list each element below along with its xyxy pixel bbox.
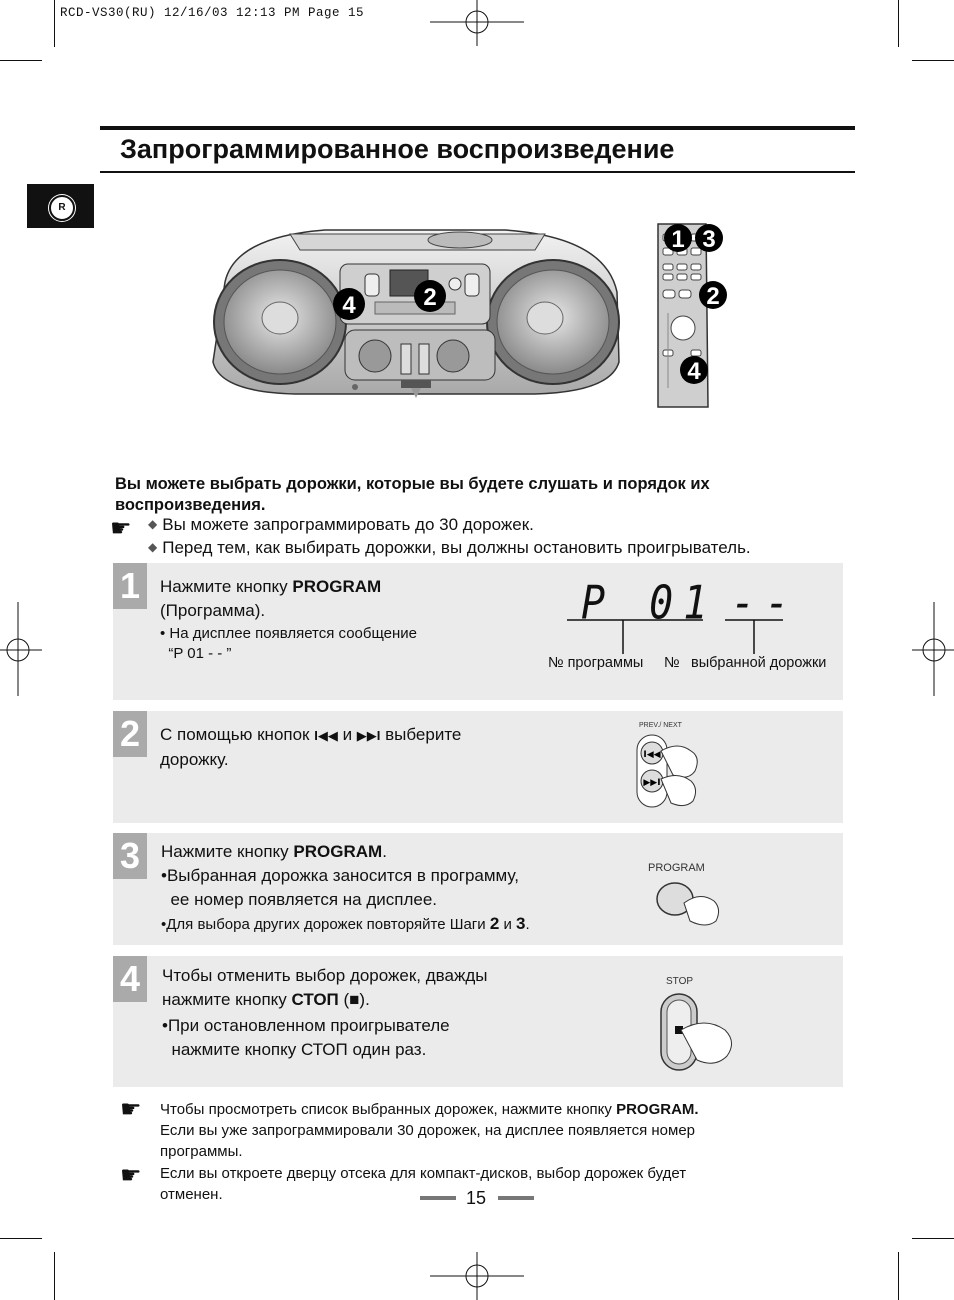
page-title: Запрограммированное воспроизведение [120,134,675,164]
step-number: 3 [113,833,147,879]
svg-text:1: 1 [671,226,685,253]
step-number: 1 [113,563,147,609]
caption-number-sign: № [664,655,680,671]
step-1-text: Нажмите кнопку PROGRAM (Программа). [160,577,382,620]
step-4-bullet: •При остановленном проигрывателе нажмите кнопку СТОП один раз. [162,1016,450,1059]
diamond-bullet-icon: ◆ [148,517,158,531]
prev-track-icon: I◀◀ [314,728,338,743]
pointing-hand-icon: ☛ [110,515,132,542]
step-number: 4 [113,956,147,1002]
prev-next-buttons-illustration [633,731,723,813]
caption-selected-track: выбранной дорожки [691,655,827,671]
remote-control-illustration [650,218,735,411]
callout-2 [414,280,446,312]
language-tab [27,184,94,228]
step-1-sub: • На дисплее появляется сообщение “P 01 - - ” [160,625,418,662]
svg-text:2: 2 [706,283,720,310]
step-1-panel [113,563,843,700]
step-4-panel [113,956,843,1087]
page-number-bar-right [498,1196,534,1200]
footnote-1: Чтобы просмотреть список выбранных дорожек, нажмите кнопку PROGRAM. Если вы уже запрограммировали 30 дорожек, на дисплее появляется номер программы. [160,1101,699,1160]
svg-text:4: 4 [342,292,356,319]
note-2: ◆ Перед тем, как выбирать дорожки, вы должны остановить проигрыватель. [148,538,751,557]
title-rule-bottom [100,171,855,173]
program-button-illustration [648,873,728,931]
page-number: 15 [466,1188,487,1208]
svg-text:3: 3 [702,226,716,253]
program-button-label: PROGRAM [648,862,705,874]
step-4-text: Чтобы отменить выбор дорожек, дважды нажмите кнопку СТОП (■). [162,966,488,1009]
footnote-2: Если вы откроете дверцу отсека для компакт-дисков, выбор дорожек будет отменен. [160,1165,687,1203]
svg-text:I◀◀: I◀◀ [643,750,661,760]
svg-text:▶▶I: ▶▶I [643,778,661,788]
title-rule-top [100,126,855,130]
print-header: RCD-VS30(RU) 12/16/03 12:13 PM Page 15 [60,6,365,20]
step-3-text: Нажмите кнопку PROGRAM. [161,842,387,861]
page-number-bar-left [420,1196,456,1200]
svg-text:2: 2 [423,284,437,311]
intro-heading: Вы можете выбрать дорожки, которые вы будете слушать и порядок их воспроизведения. [115,475,710,514]
lcd-program-number: P 01 [581,577,718,630]
diamond-bullet-icon: ◆ [148,540,158,554]
next-track-icon: ▶▶I [356,728,381,743]
step-3-bullet-2: •Для выбора других дорожек повторяйте Шаги 2 и 3. [161,914,530,933]
step-3-bullet-1: •Выбранная дорожка заносится в программу, ее номер появляется на дисплее. [161,866,519,909]
step-2-text: С помощью кнопок I◀◀ и ▶▶I выберите дорожку. [160,725,462,769]
prev-next-label: PREV./ NEXT [639,722,682,729]
callout-4 [333,288,365,320]
svg-text:4: 4 [687,358,701,385]
language-badge: R [49,195,75,221]
lcd-callout-lines [533,618,793,658]
lcd-track-number: -- [731,577,800,630]
step-3-panel [113,833,843,945]
pointing-hand-icon: ☛ [120,1162,142,1189]
pointing-hand-icon: ☛ [120,1096,142,1123]
step-number: 2 [113,711,147,757]
stop-button-illustration [653,990,753,1076]
boombox-illustration [205,222,630,407]
note-1: ◆ Вы можете запрограммировать до 30 дорожек. [148,515,534,534]
caption-program-number: № программы [548,655,644,671]
stop-button-label: STOP [666,976,694,987]
step-2-panel [113,711,843,823]
